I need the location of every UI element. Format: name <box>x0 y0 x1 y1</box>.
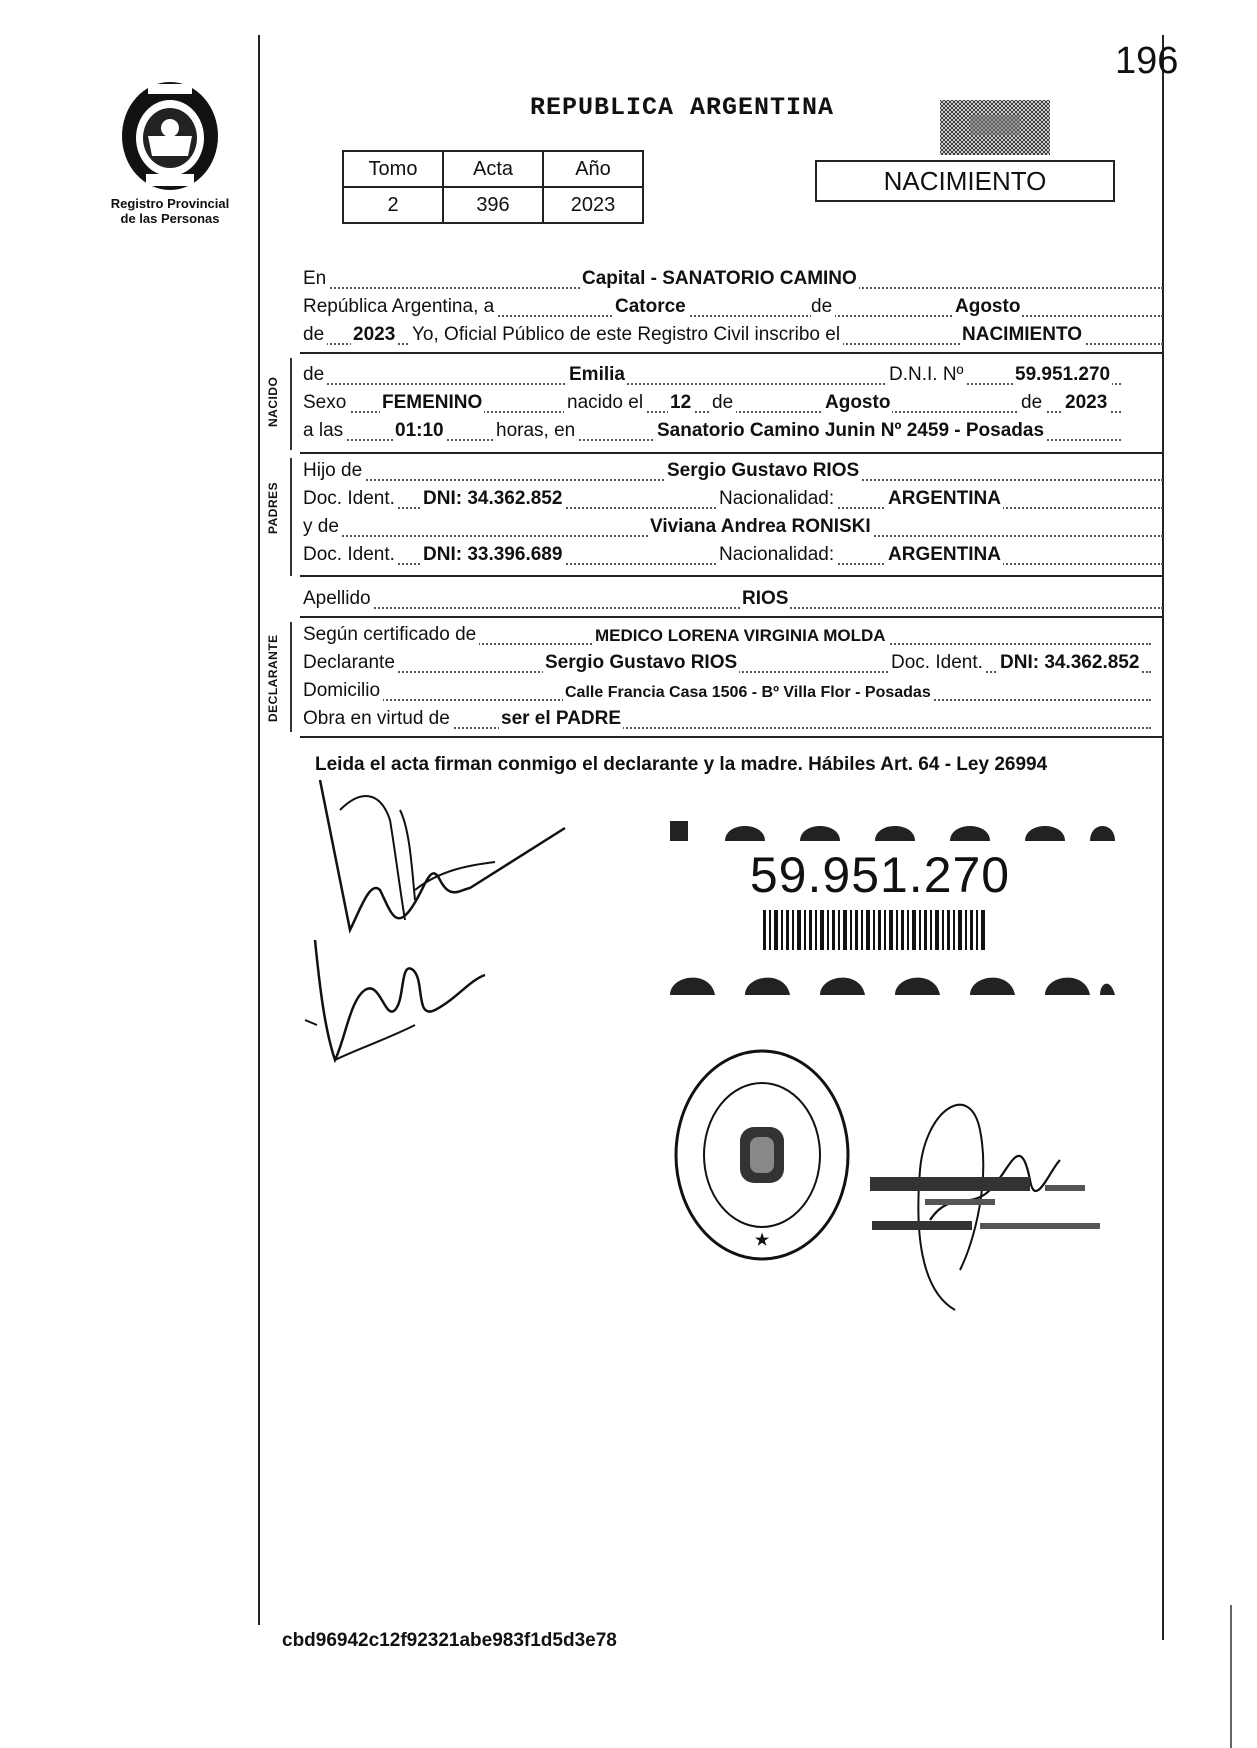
mother-name: Viviana Andrea RONISKI <box>650 516 871 537</box>
certificate-row <box>303 620 1163 648</box>
declarant-row <box>303 648 1163 676</box>
acta-table-header-row <box>343 151 643 187</box>
acta-table <box>342 150 644 224</box>
section-separator <box>300 452 1163 454</box>
father-name: Sergio Gustavo RIOS <box>667 460 860 481</box>
address-value: Calle Francia Casa 1506 - Bº Villa Flor - Posadas <box>565 684 931 701</box>
mother-doc: DNI: 33.396.689 <box>423 544 563 565</box>
document-hash: cbd96942c12f92321abe983f1d5d3e78 <box>282 1630 617 1651</box>
acta-header-anio: Año <box>543 151 643 187</box>
registry-label <box>90 196 250 226</box>
security-hologram <box>940 100 1050 155</box>
born-de-label: de <box>709 392 736 414</box>
mother-row <box>303 512 1163 540</box>
date-de-label: de <box>811 296 835 318</box>
date-row <box>303 292 1163 320</box>
father-row <box>303 456 1163 484</box>
certificate-value: MEDICO LORENA VIRGINIA MOLDA <box>595 626 886 645</box>
date-year: 2023 <box>353 324 396 345</box>
father-doc-label: Doc. Ident. <box>303 488 398 510</box>
birth-time: 01:10 <box>395 420 444 441</box>
child-dni-label: D.N.I. Nº <box>886 364 967 386</box>
surname-label: Apellido <box>303 588 374 610</box>
capacity-row <box>303 704 1163 732</box>
father-doc: DNI: 34.362.852 <box>423 488 563 509</box>
acta-header-tomo: Tomo <box>343 151 443 187</box>
birth-place: Sanatorio Camino Junin Nº 2459 - Posadas <box>657 420 1045 441</box>
father-nat-label: Nacionalidad: <box>716 488 837 510</box>
year-label: de <box>303 324 327 346</box>
mother-nat-label: Nacionalidad: <box>716 544 837 566</box>
born-label: nacido el <box>564 392 646 414</box>
section-label-declarante: DECLARANTE <box>266 634 280 722</box>
born-day: 12 <box>670 392 692 413</box>
registry-label-line1: Registro Provincial <box>110 196 230 211</box>
mother-doc-label: Doc. Ident. <box>303 544 398 566</box>
mother-label: y de <box>303 516 342 538</box>
declarant-label: Declarante <box>303 652 398 674</box>
statement-row <box>303 320 1163 348</box>
country-title: REPUBLICA ARGENTINA <box>530 93 835 122</box>
section-separator <box>300 575 1163 577</box>
father-doc-row <box>303 484 1163 512</box>
hours-label: horas, en <box>493 420 578 442</box>
father-nationality: ARGENTINA <box>888 488 1001 509</box>
mother-doc-row <box>303 540 1163 568</box>
address-row <box>303 676 1163 704</box>
place-row <box>303 264 1163 292</box>
left-margin-line <box>258 35 260 1625</box>
section-label-nacido: NACIDO <box>266 376 280 427</box>
sex-label: Sexo <box>303 392 349 414</box>
capacity-value: ser el PADRE <box>501 708 622 729</box>
statement-text: Yo, Oficial Público de este Registro Civil inscribo el <box>409 324 843 346</box>
section-label-padres: PADRES <box>266 481 280 534</box>
svg-text:★: ★ <box>754 1232 770 1249</box>
acta-header-acta: Acta <box>443 151 543 187</box>
section-separator <box>300 352 1163 354</box>
certificate-label: Según certificado de <box>303 624 479 646</box>
declarant-doc: DNI: 34.362.852 <box>1000 652 1140 673</box>
child-time-row <box>303 416 1163 444</box>
mother-nationality: ARGENTINA <box>888 544 1001 565</box>
acta-table-value-row <box>343 187 643 223</box>
date-day: Catorce <box>615 296 686 317</box>
record-type: NACIMIENTO <box>962 324 1082 345</box>
acta-value-anio: 2023 <box>543 187 643 223</box>
dni-security-ornament-top <box>670 815 1115 845</box>
capacity-label: Obra en virtud de <box>303 708 453 730</box>
declarant-doc-label: Doc. Ident. <box>888 652 986 674</box>
scan-edge-line <box>1230 1605 1232 1748</box>
child-sex-row <box>303 388 1163 416</box>
surname-row <box>303 584 1163 612</box>
child-dni: 59.951.270 <box>1015 364 1111 385</box>
official-name-stamp <box>870 1165 1120 1255</box>
province-seal-logo <box>118 78 222 194</box>
born-month: Agosto <box>825 392 891 413</box>
delegation-round-stamp <box>670 1045 855 1265</box>
dni-number: 59.951.270 <box>749 847 1011 903</box>
section-separator <box>300 736 1163 738</box>
child-name: Emilia <box>569 364 625 385</box>
closing-text: Leida el acta firman conmigo el declarante y la madre. Hábiles Art. 64 - Ley 26994 <box>315 754 1048 775</box>
born-year: 2023 <box>1065 392 1108 413</box>
registry-label-line2: de las Personas <box>120 211 220 226</box>
section-bracket-padres <box>290 458 292 576</box>
place-value: Capital - SANATORIO CAMINO <box>582 268 857 289</box>
date-label: República Argentina, a <box>303 296 497 318</box>
section-bracket-nacido <box>290 358 292 450</box>
acta-value-tomo: 2 <box>343 187 443 223</box>
address-label: Domicilio <box>303 680 383 702</box>
born-de2-label: de <box>1018 392 1045 414</box>
page-number: 196 <box>1115 40 1179 82</box>
time-label: a las <box>303 420 346 442</box>
dni-security-ornament-bottom <box>670 965 1115 999</box>
child-name-label: de <box>303 364 327 386</box>
mother-signature <box>295 930 495 1070</box>
child-name-row <box>303 360 1163 388</box>
acta-value-acta: 396 <box>443 187 543 223</box>
place-label: En <box>303 268 329 290</box>
surname-value: RIOS <box>742 588 789 609</box>
section-bracket-declarante <box>290 622 292 732</box>
declarant-name: Sergio Gustavo RIOS <box>545 652 738 673</box>
father-label: Hijo de <box>303 460 365 482</box>
date-month: Agosto <box>955 296 1021 317</box>
dni-barcode <box>763 910 988 950</box>
section-separator <box>300 616 1163 618</box>
child-sex: FEMENINO <box>382 392 483 413</box>
act-type-box: NACIMIENTO <box>815 160 1115 202</box>
